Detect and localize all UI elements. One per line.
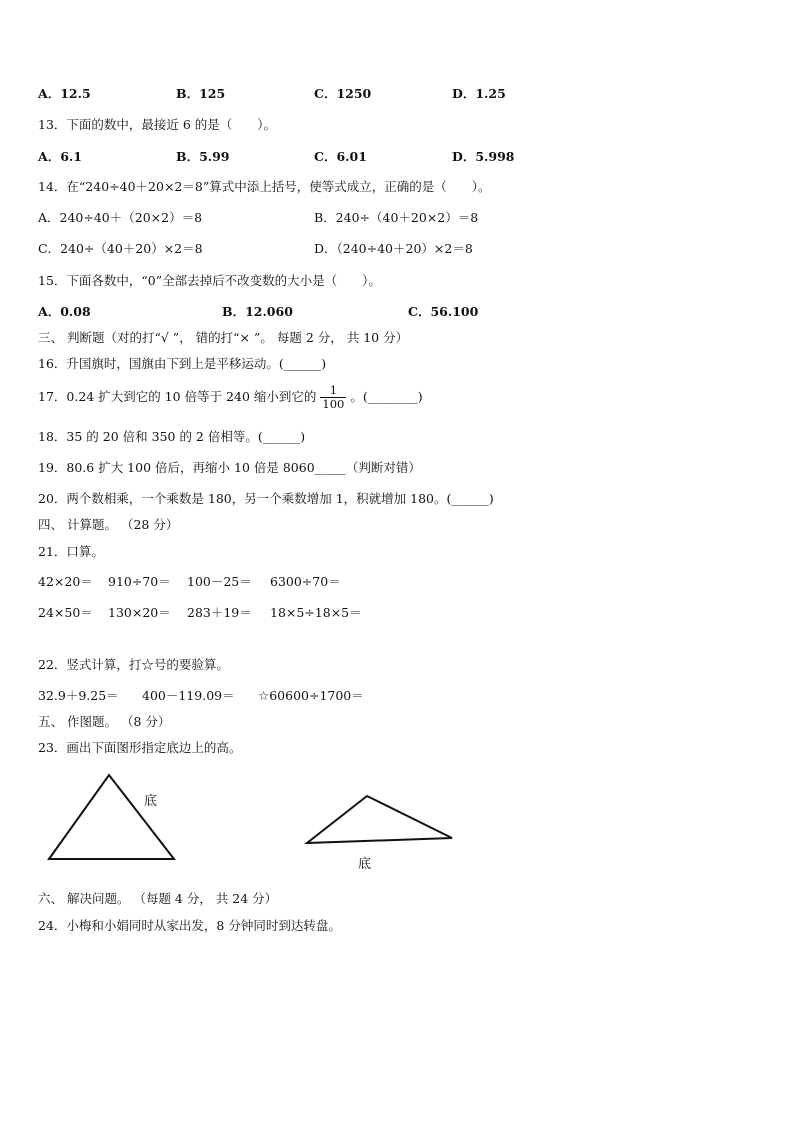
fraction-denominator: 100 bbox=[322, 397, 345, 411]
q16-question: 16．升国旗时，国旗由下到上是平移运动。(______) bbox=[38, 356, 327, 371]
q13-option-d: D．5.998 bbox=[452, 149, 515, 164]
q21-item: 42×20＝ bbox=[38, 574, 93, 589]
triangle-left bbox=[49, 775, 174, 859]
q21-item: 283＋19＝ bbox=[187, 605, 252, 620]
q17-text-before: 17．0.24 扩大到它的 10 倍等于 240 缩小到它的 bbox=[38, 389, 317, 404]
fraction-numerator: 1 bbox=[329, 382, 338, 397]
q21-item: 18×5÷18×5＝ bbox=[270, 605, 362, 620]
section-5-heading: 五、 作图题。 （8 分） bbox=[38, 714, 171, 729]
q22-item: 400－119.09＝ bbox=[142, 688, 235, 703]
q22-title: 22．竖式计算，打☆号的要验算。 bbox=[38, 657, 229, 672]
q21-title: 21．口算。 bbox=[38, 544, 104, 559]
q17-text-after: 。(________) bbox=[350, 389, 423, 404]
q21-item: 130×20＝ bbox=[108, 605, 171, 620]
q21-item: 24×50＝ bbox=[38, 605, 93, 620]
q21-item: 910÷70＝ bbox=[108, 574, 171, 589]
base-label-right: 底 bbox=[358, 857, 372, 872]
q12-option-d: D．1.25 bbox=[452, 86, 506, 101]
q21-item: 100－25＝ bbox=[187, 574, 252, 589]
q20-question: 20．两个数相乘，一个乘数是 180，另一个乘数增加 1，积就增加 180。(______) bbox=[38, 491, 494, 506]
q15-option-a: A．0.08 bbox=[38, 304, 91, 319]
q13-question: 13．下面的数中，最接近 6 的是（ ）。 bbox=[38, 117, 277, 132]
q15-question: 15．下面各数中，“0”全部去掉后不改变数的大小是（ ）。 bbox=[38, 273, 381, 288]
q15-option-b: B．12.060 bbox=[222, 304, 293, 319]
q13-option-b: B．5.99 bbox=[176, 149, 230, 164]
q12-option-a: A．12.5 bbox=[38, 86, 91, 101]
q14-option-a: A．240÷40＋（20×2）＝8 bbox=[38, 210, 203, 225]
section-4-heading: 四、 计算题。 （28 分） bbox=[38, 517, 179, 532]
q21-item: 6300÷70＝ bbox=[270, 574, 341, 589]
q14-option-d: D．（240÷40＋20）×2＝8 bbox=[314, 241, 473, 256]
section-6-heading: 六、 解决问题。 （每题 4 分， 共 24 分） bbox=[38, 891, 278, 906]
q14-option-c: C．240÷（40＋20）×2＝8 bbox=[38, 241, 203, 256]
q22-item: ☆60600÷1700＝ bbox=[258, 688, 364, 703]
q15-option-c: C．56.100 bbox=[408, 304, 479, 319]
triangle-right bbox=[307, 796, 452, 843]
q12-option-b: B．125 bbox=[176, 86, 226, 101]
base-label-left: 底 bbox=[144, 794, 158, 809]
q12-option-c: C．1250 bbox=[314, 86, 372, 101]
q19-question: 19．80.6 扩大 100 倍后，再缩小 10 倍是 8060_____（判断对错） bbox=[38, 460, 421, 475]
q14-option-b: B．240÷（40＋20×2）＝8 bbox=[314, 210, 479, 225]
q13-option-a: A．6.1 bbox=[38, 149, 82, 164]
q24-question: 24．小梅和小娟同时从家出发，8 分钟同时到达转盘。 bbox=[38, 918, 341, 933]
section-3-heading: 三、 判断题（对的打“√ ”， 错的打“× ”。 每题 2 分， 共 10 分） bbox=[38, 330, 409, 345]
q14-question: 14．在“240÷40＋20×2＝8”算式中添上括号，使等式成立，正确的是（ ）。 bbox=[38, 179, 491, 194]
q23-title: 23．画出下面图形指定底边上的高。 bbox=[38, 740, 242, 755]
q22-item: 32.9＋9.25＝ bbox=[38, 688, 119, 703]
q13-option-c: C．6.01 bbox=[314, 149, 367, 164]
q18-question: 18．35 的 20 倍和 350 的 2 倍相等。(______) bbox=[38, 429, 306, 444]
